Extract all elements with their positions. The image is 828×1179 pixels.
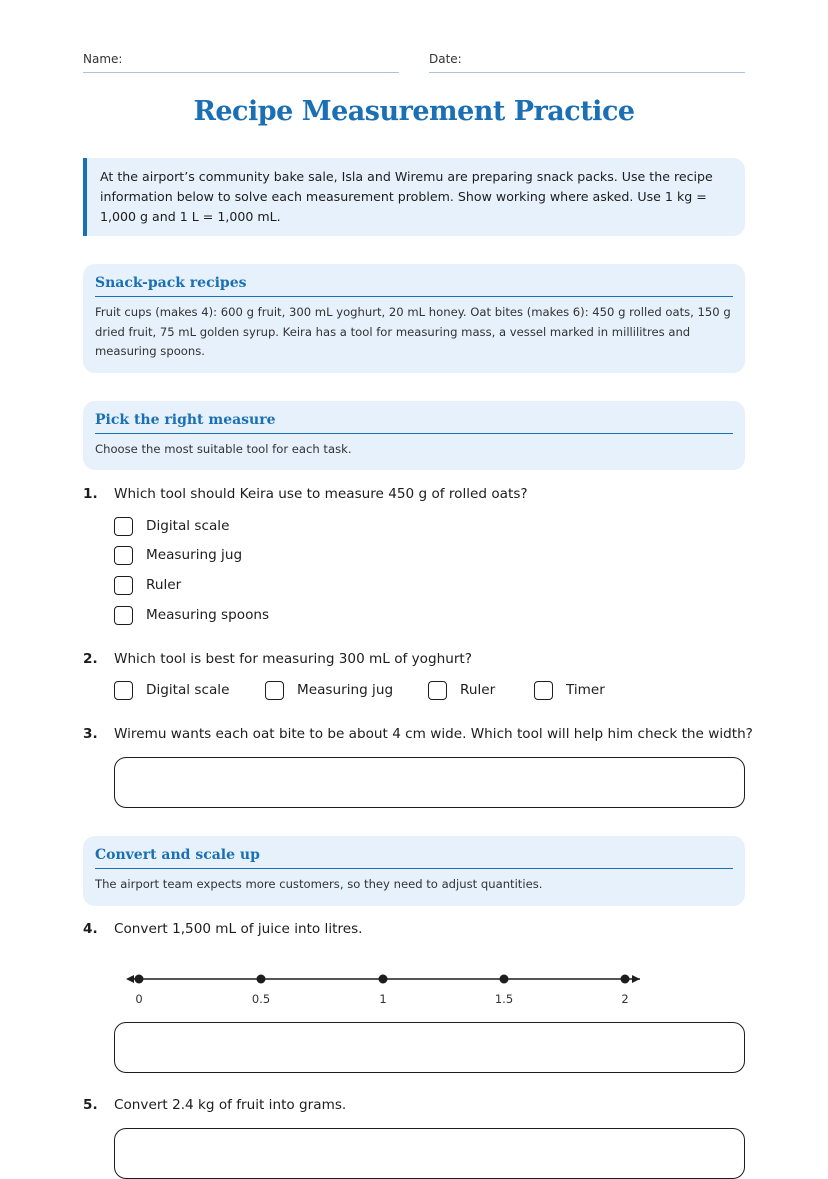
question-number: 5. [83, 1097, 98, 1113]
answer-box-4[interactable] [114, 1022, 745, 1073]
answer-box-5[interactable] [114, 1128, 745, 1179]
section-heading: Convert and scale up [95, 847, 733, 869]
number-line-point [257, 975, 266, 984]
date-label: Date: [429, 52, 462, 66]
section-body: Choose the most suitable tool for each task. [95, 442, 352, 456]
question-text: Convert 2.4 kg of fruit into grams. [114, 1097, 347, 1113]
checkbox[interactable] [114, 576, 133, 595]
option-label: Ruler [460, 682, 496, 698]
number-line-graphic [126, 966, 646, 992]
checkbox[interactable] [265, 681, 284, 700]
question-text: Wiremu wants each oat bite to be about 4 cm wide. Which tool will help him check the width? [114, 726, 753, 742]
option-label: Measuring spoons [146, 607, 270, 623]
number-line-tick-label: 2 [621, 992, 629, 1006]
checkbox[interactable] [114, 606, 133, 625]
number-line-tick-label: 0.5 [251, 992, 271, 1006]
number-line-point [621, 975, 630, 984]
date-field[interactable] [429, 52, 745, 73]
checkbox[interactable] [114, 517, 133, 536]
section-heading: Pick the right measure [95, 412, 733, 434]
question-number: 4. [83, 921, 98, 937]
right-arrow-icon [632, 975, 640, 983]
number-line [126, 966, 646, 1014]
section-measure [83, 401, 745, 470]
section-recipes [83, 264, 745, 373]
header-fields [83, 52, 745, 74]
checkbox[interactable] [114, 546, 133, 565]
option-label: Digital scale [146, 518, 230, 534]
option-label: Measuring jug [146, 547, 243, 563]
question-number: 1. [83, 486, 98, 502]
name-label: Name: [83, 52, 123, 66]
number-line-tick-label: 0 [135, 992, 143, 1006]
section-convert [83, 836, 745, 906]
name-field[interactable] [83, 52, 399, 73]
option-label: Ruler [146, 577, 182, 593]
question-text: Convert 1,500 mL of juice into litres. [114, 921, 363, 937]
question-text: Which tool should Keira use to measure 450 g of rolled oats? [114, 486, 528, 502]
checkbox[interactable] [534, 681, 553, 700]
section-heading: Snack-pack recipes [95, 275, 733, 297]
number-line-point [500, 975, 509, 984]
number-line-point [379, 975, 388, 984]
question-number: 2. [83, 651, 98, 667]
option-label: Timer [566, 682, 605, 698]
number-line-point [135, 975, 144, 984]
question-number: 3. [83, 726, 98, 742]
number-line-tick-label: 1 [379, 992, 387, 1006]
left-arrow-icon [126, 975, 134, 983]
section-body: Fruit cups (makes 4): 600 g fruit, 300 mL yoghurt, 20 mL honey. Oat bites (makes 6): 450 g rolled oats, 150 g dried fruit, 75 mL golden syrup. Keira has a tool for measuring mass, a vessel marked in millilitres and measuring spoons. [95, 305, 731, 358]
number-line-tick-label: 1.5 [494, 992, 514, 1006]
option-label: Digital scale [146, 682, 230, 698]
page-title: Recipe Measurement Practice [193, 96, 635, 127]
section-body: The airport team expects more customers, so they need to adjust quantities. [95, 877, 543, 891]
checkbox[interactable] [114, 681, 133, 700]
checkbox[interactable] [428, 681, 447, 700]
intro-callout: At the airport’s community bake sale, Isla and Wiremu are preparing snack packs. Use the recipe information below to solve each measurement problem. Show working where asked. Use 1 kg = 1,000 g and 1 L = 1,000 mL. [83, 158, 745, 236]
option-label: Measuring jug [297, 682, 394, 698]
answer-box-3[interactable] [114, 757, 745, 808]
question-text: Which tool is best for measuring 300 mL of yoghurt? [114, 651, 472, 667]
